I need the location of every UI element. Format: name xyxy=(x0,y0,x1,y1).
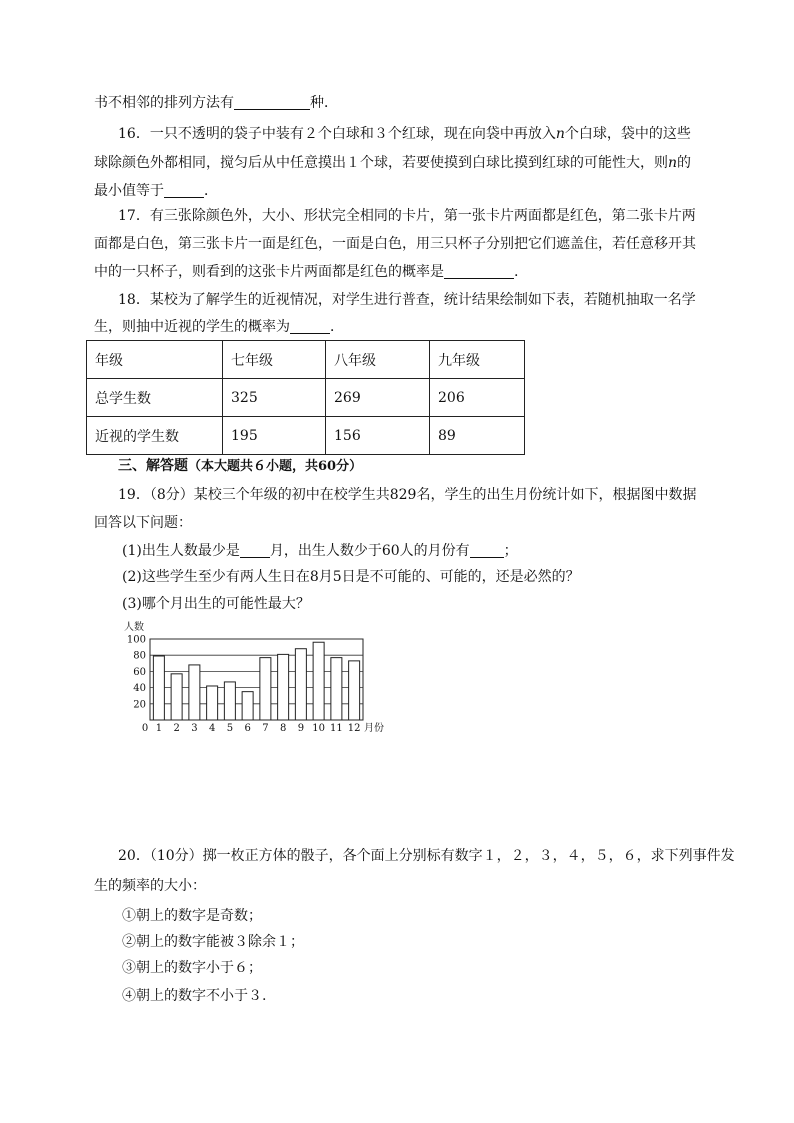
q20-item-3: ③朝上的数字小于６； xyxy=(122,960,262,976)
q15-tail: 书不相邻的排列方法有 种． xyxy=(94,95,338,111)
bar-month-11 xyxy=(331,658,342,720)
q19-sub-2: (2)这些学生至少有两人生日在8月5日是不可能的、可能的，还是必然的？ xyxy=(122,569,580,585)
y-tick-label: 100 xyxy=(126,634,146,646)
answer-blank xyxy=(240,543,270,558)
answer-blank xyxy=(444,264,514,279)
q17-line-1: 17．有三张除颜色外，大小、形状完全相同的卡片，第一张卡片两面都是红色，第二张卡片两 xyxy=(118,208,696,224)
bar-month-10 xyxy=(313,642,324,720)
table-row xyxy=(87,341,525,379)
x-tick-label: 3 xyxy=(191,723,198,734)
x-tick-label: 5 xyxy=(226,723,234,734)
y-tick-label: 80 xyxy=(133,650,146,662)
bar-month-5 xyxy=(224,682,235,720)
q16-line-1: 16．一只不透明的袋子中装有２个白球和３个红球，现在向袋中再放入n个白球，袋中的这些 xyxy=(118,126,691,142)
bar-month-12 xyxy=(349,661,360,720)
answer-blank xyxy=(234,95,310,110)
myopia-table xyxy=(86,340,525,455)
origin-label: 0 xyxy=(141,723,149,734)
table-row xyxy=(87,417,525,455)
x-tick-label: 4 xyxy=(208,723,216,734)
q20-item-1: ①朝上的数字是奇数； xyxy=(122,908,262,924)
q20-item-4: ④朝上的数字不小于３. xyxy=(122,988,267,1004)
answer-blank xyxy=(290,319,330,334)
q17-line-2: 面都是白色，第三张卡片一面是红色，一面是白色，用三只杯子分别把它们遮盖住，若任意移开其 xyxy=(94,236,696,252)
q18-line-1: 18．某校为了解学生的近视情况，对学生进行普查，统计结果绘制如下表，若随机抽取一名学 xyxy=(118,292,696,308)
y-axis-label: 人数 xyxy=(124,622,144,633)
y-tick-label: 40 xyxy=(133,683,146,695)
birth-month-bar-chart xyxy=(118,618,398,740)
x-tick-label: 9 xyxy=(297,723,305,734)
x-axis-label: 月份 xyxy=(364,723,384,734)
table-cell: 七年级 xyxy=(223,341,326,379)
q20-item-2: ②朝上的数字能被３除余１； xyxy=(122,934,304,950)
q19-sub-3: (3)哪个月出生的可能性最大？ xyxy=(122,596,310,612)
q19-line-1: 19．（8分）某校三个年级的初中在校学生共829名，学生的出生月份统计如下，根据图中数据 xyxy=(118,487,697,503)
q20-line-2: 生的频率的大小： xyxy=(94,878,206,894)
table-cell: 269 xyxy=(326,379,430,417)
q16-line-3: 最小值等于 ． xyxy=(94,183,218,199)
x-tick-label: 11 xyxy=(330,723,343,734)
x-tick-label: 10 xyxy=(312,723,325,734)
q16-line-2: 球除颜色外都相同，搅匀后从中任意摸出１个球，若要使摸到白球比摸到红球的可能性大，则n的 xyxy=(94,155,692,171)
table-cell: 195 xyxy=(223,417,326,455)
table-cell: 89 xyxy=(430,417,525,455)
q20-line-1: 20．（10分）掷一枚正方体的骰子，各个面上分别标有数字１，２，３，４，５，６，求下列事件发 xyxy=(118,848,735,864)
bar-month-7 xyxy=(260,658,271,720)
table-cell: 156 xyxy=(326,417,430,455)
x-tick-label: 2 xyxy=(173,723,180,734)
bar-month-8 xyxy=(278,654,289,720)
section-title: 三、解答题（本大题共６小题，共60分） xyxy=(118,458,363,474)
y-tick-label: 60 xyxy=(133,666,146,678)
x-tick-label: 8 xyxy=(279,723,287,734)
q19-sub-1: (1)出生人数最少是 月，出生人数少于60人的月份有 ； xyxy=(122,543,518,559)
table-cell: 八年级 xyxy=(326,341,430,379)
y-tick-label: 20 xyxy=(133,699,146,711)
table-cell: 近视的学生数 xyxy=(87,417,223,455)
table-row xyxy=(87,379,525,417)
bar-month-6 xyxy=(242,692,253,720)
answer-blank xyxy=(164,183,204,198)
answer-blank xyxy=(470,543,504,558)
table-cell: 206 xyxy=(430,379,525,417)
bar-month-3 xyxy=(189,665,200,720)
bar-month-1 xyxy=(153,656,164,720)
x-tick-label: 6 xyxy=(244,723,251,734)
x-tick-label: 12 xyxy=(347,723,361,734)
table-cell: 325 xyxy=(223,379,326,417)
q18-line-2: 生，则抽中近视的学生的概率为 ． xyxy=(94,319,344,335)
x-tick-label: 1 xyxy=(155,723,163,734)
q19-line-2: 回答以下问题： xyxy=(94,515,192,531)
table-cell: 总学生数 xyxy=(87,379,223,417)
table-cell: 年级 xyxy=(87,341,223,379)
bar-month-9 xyxy=(295,649,306,720)
x-tick-label: 7 xyxy=(262,723,269,734)
table-cell: 九年级 xyxy=(430,341,525,379)
bar-month-2 xyxy=(171,674,182,720)
q17-line-3: 中的一只杯子，则看到的这张卡片两面都是红色的概率是 . xyxy=(94,264,519,280)
bar-month-4 xyxy=(207,686,218,720)
